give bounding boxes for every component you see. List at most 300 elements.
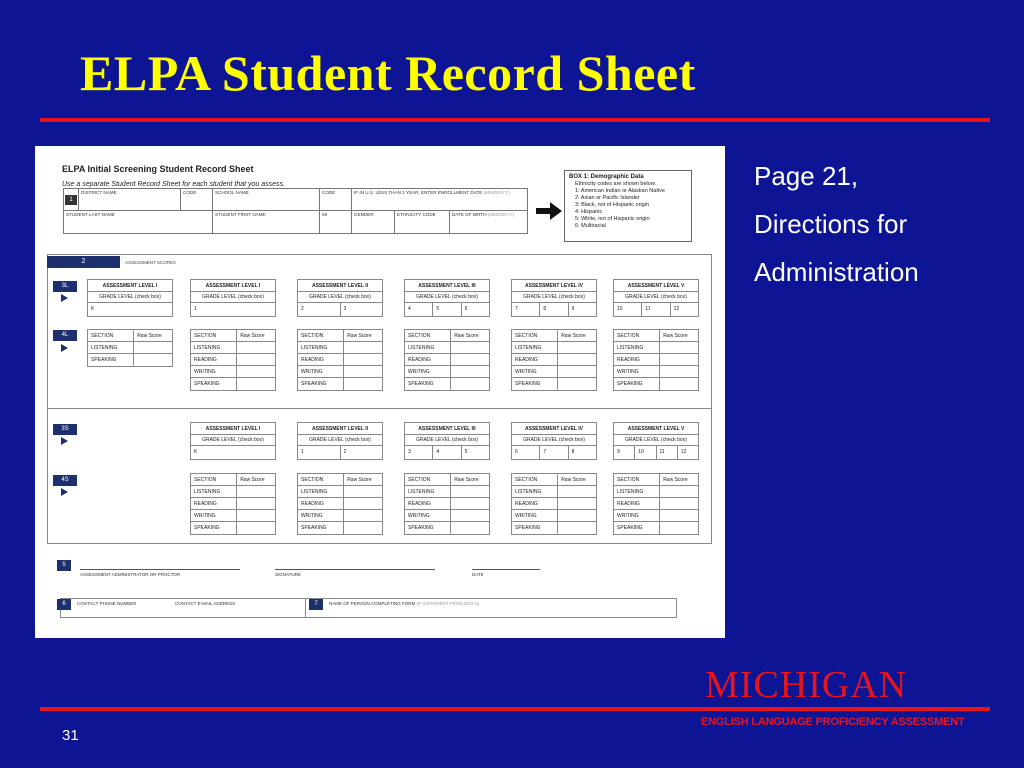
section-name: LISTENING [298, 486, 344, 497]
raw-score-row [512, 486, 596, 498]
raw-score-cell [134, 342, 172, 353]
grade-checkbox: 1 [194, 306, 197, 312]
raw-score-header [298, 330, 382, 342]
raw-score-cell [451, 510, 489, 521]
section-2-badge: 2 [47, 256, 120, 268]
raw-score-header-cell: Raw Score [561, 477, 586, 483]
grade-level-label: GRADE LEVEL (check box) [298, 292, 382, 303]
raw-score-row [191, 366, 275, 378]
assessment-level-title: ASSESSMENT LEVEL I [88, 280, 172, 292]
assessment-level-title: ASSESSMENT LEVEL III [405, 280, 489, 292]
raw-score-row [405, 378, 489, 390]
section-2-label: ASSESSMENT SCORES [125, 260, 176, 265]
slide-number: 31 [62, 727, 79, 744]
arrow-right-icon [61, 294, 68, 302]
raw-score-row [298, 510, 382, 522]
raw-score-row [298, 378, 382, 390]
raw-score-row [614, 510, 698, 522]
raw-score-header-cell: Raw Score [561, 333, 586, 339]
grade-level-label: GRADE LEVEL (check box) [405, 292, 489, 303]
raw-score-row [405, 366, 489, 378]
footer-rule [40, 707, 990, 711]
demographic-box [564, 170, 692, 242]
raw-score-table [613, 329, 699, 391]
raw-score-row [614, 354, 698, 366]
student-info-table [63, 188, 528, 234]
grade-checkbox: 4 [432, 446, 460, 459]
section-name: SPEAKING [512, 378, 558, 390]
section-header: SECTION [191, 330, 237, 341]
raw-score-cell [660, 366, 698, 377]
raw-score-header [88, 330, 172, 342]
raw-score-row [191, 510, 275, 522]
section-name: READING [191, 354, 237, 365]
section-name: SPEAKING [191, 378, 237, 390]
raw-score-row [191, 354, 275, 366]
raw-score-cell [237, 342, 275, 353]
demographic-line: 5: White, not of Hispanic origin [575, 216, 650, 222]
raw-score-cell [344, 498, 382, 509]
section-name: LISTENING [405, 486, 451, 497]
arrow-right-icon [536, 202, 562, 220]
raw-score-row [614, 498, 698, 510]
field-school-name: SCHOOL NAME [212, 189, 319, 211]
raw-score-header-cell: Raw Score [454, 333, 479, 339]
raw-score-row [614, 486, 698, 498]
raw-score-cell [344, 510, 382, 521]
raw-score-row [191, 522, 275, 534]
page-reference-line: Administration [754, 257, 919, 287]
raw-score-cell [558, 486, 596, 497]
assessment-level-block [404, 279, 490, 317]
raw-score-header-cell: Raw Score [240, 477, 265, 483]
grade-checkbox: 7 [515, 306, 518, 312]
raw-score-cell [558, 366, 596, 377]
section-name: READING [298, 354, 344, 365]
field-date-of-birth: DATE OF BIRTH (MM/DD/YY) [449, 211, 529, 233]
section-name: READING [298, 498, 344, 509]
section-name: WRITING [405, 510, 451, 521]
grade-checkboxes [614, 303, 698, 316]
raw-score-row [614, 366, 698, 378]
section-name: LISTENING [298, 342, 344, 353]
section-name: LISTENING [512, 342, 558, 353]
grade-level-label: GRADE LEVEL (check box) [512, 292, 596, 303]
raw-score-cell [237, 510, 275, 521]
raw-score-table [404, 473, 490, 535]
assessment-level-title: ASSESSMENT LEVEL II [298, 423, 382, 435]
row-tab-4s: 4S [53, 475, 77, 486]
raw-score-table [511, 473, 597, 535]
grade-checkbox: 3 [340, 303, 383, 316]
raw-score-row [614, 378, 698, 390]
raw-score-cell [344, 342, 382, 353]
raw-score-header [191, 330, 275, 342]
grade-checkbox: 1 [301, 449, 304, 455]
raw-score-header [512, 330, 596, 342]
raw-score-cell [451, 342, 489, 353]
administrator-line [80, 569, 240, 570]
section-name: SPEAKING [614, 378, 660, 390]
raw-score-cell [344, 486, 382, 497]
raw-score-cell [558, 378, 596, 390]
section-name: LISTENING [191, 486, 237, 497]
section-name: READING [614, 498, 660, 509]
section-header: SECTION [298, 330, 344, 341]
raw-score-row [405, 498, 489, 510]
field-student-last-name: STUDENT LAST NAME [66, 212, 115, 217]
raw-score-row [512, 378, 596, 390]
raw-score-header-cell: Raw Score [663, 477, 688, 483]
section-name: SPEAKING [512, 522, 558, 534]
raw-score-cell [237, 378, 275, 390]
field-district-name: DISTRICT NAME [78, 189, 180, 211]
raw-score-cell [660, 498, 698, 509]
assessment-level-title: ASSESSMENT LEVEL I [191, 423, 275, 435]
slide-title: ELPA Student Record Sheet [80, 45, 696, 101]
raw-score-header-cell: Raw Score [347, 477, 372, 483]
section-header: SECTION [298, 474, 344, 485]
info-row-2 [64, 211, 527, 233]
assessment-level-title: ASSESSMENT LEVEL III [405, 423, 489, 435]
section-name: READING [512, 354, 558, 365]
assessment-level-title: ASSESSMENT LEVEL I [191, 280, 275, 292]
date-label: DATE [472, 572, 484, 577]
demographic-line: 2: Asian or Pacific Islander [575, 195, 640, 201]
raw-score-row [614, 342, 698, 354]
raw-score-row [405, 342, 489, 354]
grade-checkbox: 8 [539, 303, 567, 316]
raw-score-cell [134, 354, 172, 366]
raw-score-cell [558, 498, 596, 509]
grade-level-label: GRADE LEVEL (check box) [614, 292, 698, 303]
section-name: WRITING [298, 510, 344, 521]
raw-score-table [297, 473, 383, 535]
grade-checkbox: 9 [617, 449, 620, 455]
raw-score-cell [660, 510, 698, 521]
raw-score-table [613, 473, 699, 535]
section-name: LISTENING [614, 342, 660, 353]
grade-checkbox: 6 [515, 449, 518, 455]
raw-score-cell [558, 342, 596, 353]
section-name: WRITING [191, 510, 237, 521]
contact-divider [305, 598, 306, 618]
section-name: LISTENING [88, 342, 134, 353]
raw-score-header-cell: Raw Score [240, 333, 265, 339]
raw-score-row [512, 354, 596, 366]
assessment-level-block [511, 422, 597, 460]
raw-score-cell [451, 378, 489, 390]
grade-checkbox: 12 [670, 303, 698, 316]
assessment-level-block [190, 279, 276, 317]
raw-score-row [512, 498, 596, 510]
grade-checkbox: 10 [634, 446, 655, 459]
section-name: WRITING [614, 366, 660, 377]
section-header: SECTION [614, 474, 660, 485]
administrator-label: ASSESSMENT ADMINISTRATOR OR PROCTOR [80, 572, 181, 577]
raw-score-table [190, 473, 276, 535]
signature-label: SIGNATURE [275, 572, 301, 577]
raw-score-table [404, 329, 490, 391]
raw-score-row [405, 522, 489, 534]
raw-score-header [405, 330, 489, 342]
completed-by-label: NAME OF PERSON COMPLETING FORM (IF DIFFERENT FROM BOX 5) [329, 601, 479, 606]
raw-score-cell [558, 510, 596, 521]
section-7-badge: 7 [309, 599, 323, 610]
raw-score-table [511, 329, 597, 391]
grade-checkboxes [298, 446, 382, 459]
page-reference-line: Page 21, [754, 161, 859, 191]
section-name: READING [512, 498, 558, 509]
grade-level-label: GRADE LEVEL (check box) [614, 435, 698, 446]
section-name: WRITING [614, 510, 660, 521]
arrow-right-icon [61, 437, 68, 445]
raw-score-row [298, 366, 382, 378]
elpa-subtitle: ENGLISH LANGUAGE PROFICIENCY ASSESSMENT [701, 716, 965, 728]
grade-level-label: GRADE LEVEL (check box) [512, 435, 596, 446]
raw-score-cell [558, 522, 596, 534]
assessment-level-block [404, 422, 490, 460]
section-name: SPEAKING [298, 522, 344, 534]
section-header: SECTION [614, 330, 660, 341]
field-middle-initial: MI [319, 211, 351, 233]
grade-checkboxes [512, 303, 596, 316]
raw-score-cell [344, 378, 382, 390]
michigan-logo: MICHIGAN [705, 664, 908, 706]
demographic-line: 6: Multiracial [575, 223, 606, 229]
grade-checkbox: 7 [539, 446, 567, 459]
raw-score-cell [451, 498, 489, 509]
assessment-level-block [297, 422, 383, 460]
demographic-line: Ethnicity codes are shown below. [575, 181, 657, 187]
raw-score-row [512, 522, 596, 534]
raw-score-header [512, 474, 596, 486]
raw-score-row [191, 498, 275, 510]
contact-email-label: CONTACT E-MAIL ADDRESS [175, 601, 236, 606]
raw-score-table [297, 329, 383, 391]
assessment-level-title: ASSESSMENT LEVEL V [614, 280, 698, 292]
assessment-level-block [613, 422, 699, 460]
raw-score-cell [237, 498, 275, 509]
contact-phone-label: CONTACT PHONE NUMBER [77, 601, 137, 606]
section-name: READING [191, 498, 237, 509]
grade-checkbox: 3 [408, 449, 411, 455]
assessment-level-block [613, 279, 699, 317]
raw-score-header [298, 474, 382, 486]
raw-score-row [614, 522, 698, 534]
assessment-level-title: ASSESSMENT LEVEL V [614, 423, 698, 435]
raw-score-table [190, 329, 276, 391]
date-line [472, 569, 540, 570]
raw-score-cell [451, 354, 489, 365]
raw-score-cell [451, 522, 489, 534]
grade-checkboxes [405, 446, 489, 459]
raw-score-header-cell: Raw Score [663, 333, 688, 339]
raw-score-cell [237, 486, 275, 497]
raw-score-cell [237, 522, 275, 534]
raw-score-row [512, 342, 596, 354]
field-school-code: CODE [319, 189, 351, 211]
assessment-level-block [297, 279, 383, 317]
section-name: WRITING [512, 366, 558, 377]
grade-checkbox: 6 [461, 303, 489, 316]
field-enrollment-date: IF IN U.S. LESS THAN 1 YEAR, ENTER ENROLLMENT DATE (MM/DD/YY) [351, 189, 529, 211]
grade-checkbox: 8 [568, 446, 596, 459]
raw-score-cell [344, 522, 382, 534]
arrow-right-icon [61, 344, 68, 352]
title-rule [40, 118, 990, 122]
assessment-level-title: ASSESSMENT LEVEL II [298, 280, 382, 292]
raw-score-cell [237, 354, 275, 365]
section-6-badge: 6 [57, 599, 71, 610]
section-name: LISTENING [512, 486, 558, 497]
raw-score-row [405, 510, 489, 522]
raw-score-row [191, 378, 275, 390]
raw-score-row [512, 366, 596, 378]
info-row-1 [64, 189, 527, 211]
raw-score-row [298, 486, 382, 498]
grade-checkbox: 2 [340, 446, 383, 459]
grade-level-label: GRADE LEVEL (check box) [298, 435, 382, 446]
section-name: LISTENING [191, 342, 237, 353]
raw-score-row [88, 354, 172, 366]
grade-checkbox: K [194, 449, 198, 455]
section-header: SECTION [405, 330, 451, 341]
raw-score-cell [660, 342, 698, 353]
raw-score-header-cell: Raw Score [454, 477, 479, 483]
raw-score-cell [660, 354, 698, 365]
raw-score-header [191, 474, 275, 486]
grade-level-label: GRADE LEVEL (check box) [405, 435, 489, 446]
raw-score-cell [660, 378, 698, 390]
sheet-subtitle: Use a separate Student Record Sheet for each student that you assess. [62, 181, 285, 188]
section-name: SPEAKING [614, 522, 660, 534]
raw-score-cell [451, 486, 489, 497]
section-header: SECTION [405, 474, 451, 485]
field-student-first-name: STUDENT FIRST NAME [212, 211, 319, 233]
section-name: SPEAKING [405, 378, 451, 390]
assessment-level-title: ASSESSMENT LEVEL IV [512, 280, 596, 292]
raw-score-row [298, 342, 382, 354]
section-header: SECTION [191, 474, 237, 485]
grade-checkbox: 4 [408, 306, 411, 312]
grade-checkboxes [191, 446, 275, 459]
raw-score-cell [237, 366, 275, 377]
grade-checkbox: K [91, 306, 95, 312]
row-tab-4l: 4L [53, 330, 77, 341]
raw-score-cell [451, 366, 489, 377]
field-gender: GENDER [351, 211, 394, 233]
grade-checkboxes [191, 303, 275, 316]
section-name: WRITING [405, 366, 451, 377]
raw-score-header-cell: Raw Score [137, 333, 162, 339]
raw-score-header [405, 474, 489, 486]
grade-checkboxes [512, 446, 596, 459]
raw-score-cell [344, 354, 382, 365]
section-name: SPEAKING [405, 522, 451, 534]
sheet-title: ELPA Initial Screening Student Record Sheet [62, 164, 254, 174]
field-ethnicity-code: ETHNICITY CODE [394, 211, 449, 233]
raw-score-row [298, 354, 382, 366]
record-sheet-image [35, 146, 725, 638]
section-name: SPEAKING [298, 378, 344, 390]
raw-score-row [298, 522, 382, 534]
page-reference-text [754, 152, 1004, 296]
section-header: SECTION [512, 474, 558, 485]
section-name: WRITING [298, 366, 344, 377]
assessment-level-block [190, 422, 276, 460]
raw-score-row [405, 486, 489, 498]
arrow-right-icon [61, 488, 68, 496]
raw-score-row [405, 354, 489, 366]
grade-level-label: GRADE LEVEL (check box) [191, 435, 275, 446]
grade-checkbox: 10 [617, 306, 623, 312]
assessment-level-block [87, 279, 173, 317]
section-header: SECTION [512, 330, 558, 341]
assessment-level-title: ASSESSMENT LEVEL IV [512, 423, 596, 435]
grade-checkboxes [405, 303, 489, 316]
field-district-code: CODE [180, 189, 212, 211]
raw-score-row [88, 342, 172, 354]
raw-score-row [191, 486, 275, 498]
section-divider [47, 408, 712, 409]
demographic-line: 1: American Indian or Alaskan Native [575, 188, 665, 194]
raw-score-cell [344, 366, 382, 377]
section-name: SPEAKING [88, 354, 134, 366]
signature-line [275, 569, 435, 570]
section-name: WRITING [191, 366, 237, 377]
row-tab-3s: 3S [53, 424, 77, 435]
section-name: LISTENING [614, 486, 660, 497]
raw-score-header-cell: Raw Score [347, 333, 372, 339]
demographic-line: 4: Hispanic [575, 209, 603, 215]
grade-checkbox: 11 [656, 446, 677, 459]
section-name: WRITING [512, 510, 558, 521]
demographic-box-title: BOX 1: Demographic Data [569, 174, 644, 180]
raw-score-row [191, 342, 275, 354]
grade-checkbox: 12 [677, 446, 698, 459]
section-name: READING [405, 354, 451, 365]
section-name: READING [405, 498, 451, 509]
grade-checkboxes [88, 303, 172, 316]
raw-score-row [298, 498, 382, 510]
section-name: SPEAKING [191, 522, 237, 534]
page-reference-line: Directions for [754, 209, 908, 239]
section-header: SECTION [88, 330, 134, 341]
grade-checkbox: 5 [432, 303, 460, 316]
section-1-badge: 1 [65, 195, 77, 205]
demographic-line: 3: Black, not of Hispanic origin [575, 202, 649, 208]
raw-score-cell [558, 354, 596, 365]
grade-checkbox: 11 [641, 303, 669, 316]
raw-score-cell [660, 522, 698, 534]
assessment-level-block [511, 279, 597, 317]
grade-level-label: GRADE LEVEL (check box) [88, 292, 172, 303]
grade-checkboxes [614, 446, 698, 459]
raw-score-header [614, 330, 698, 342]
grade-level-label: GRADE LEVEL (check box) [191, 292, 275, 303]
raw-score-cell [660, 486, 698, 497]
raw-score-table [87, 329, 173, 367]
section-5-badge: 5 [57, 560, 71, 571]
row-tab-3l: 3L [53, 281, 77, 292]
section-name: READING [614, 354, 660, 365]
section-name: LISTENING [405, 342, 451, 353]
grade-checkbox: 5 [461, 446, 489, 459]
grade-checkboxes [298, 303, 382, 316]
grade-checkbox: 2 [301, 306, 304, 312]
grade-checkbox: 9 [568, 303, 596, 316]
